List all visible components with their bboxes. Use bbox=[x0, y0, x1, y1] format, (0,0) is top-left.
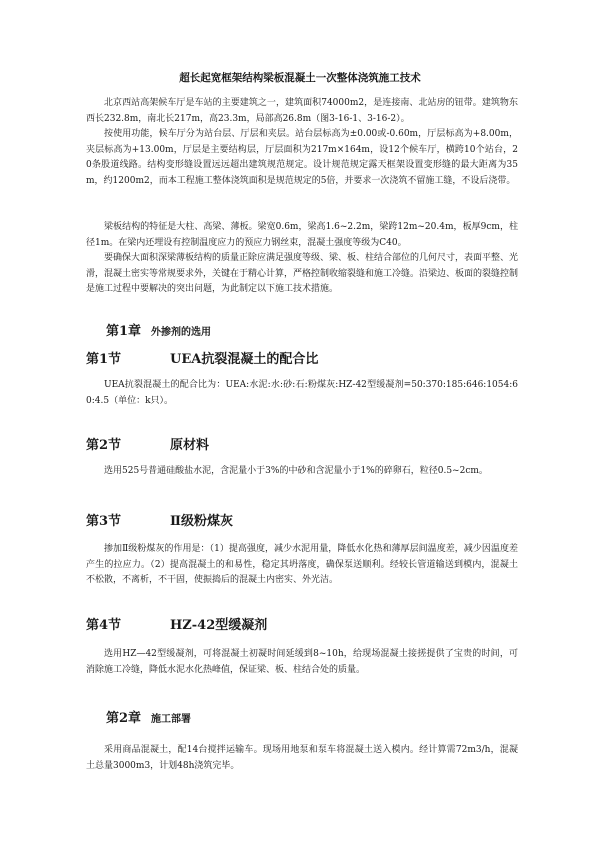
chapter-number: 第2章 bbox=[106, 711, 142, 726]
section-number: 第1节 bbox=[86, 352, 122, 367]
section-2-heading bbox=[86, 434, 210, 453]
section-number: 第4节 bbox=[86, 618, 122, 633]
section-number: 第3节 bbox=[86, 514, 122, 529]
chapter-2-heading bbox=[106, 707, 191, 726]
section-3-paragraph: 掺加Ⅱ级粉煤灰的作用是：（1）提高强度，减少水泥用量，降低水化热和薄厚层间温度差，减少因温度差产生的拉应力。（2）提高混凝土的和易性，稳定其坍落度，确保泵送顺利。经较长管道输送到模内，混凝土不松散，不离析，不干固，使振捣后的混凝土内密实、外光洁。 bbox=[86, 544, 518, 585]
intro-paragraph-2: 按使用功能，候车厅分为站台层、厅层和夹层。站台层标高为±0.00或-0.60m，厅层标高为+8.00m，夹层标高为+13.00m，厅层是主要结构层，厅层面积为217m×164m，设12个候车厅，横跨10个站台，20条股道线路。结构变形缝设置远远超出建筑规范规定。设计规范规定露天框架设置变形缝的最大距离为35m，约1200m2，而本工程施工整体浇筑面积是规范规定的5倍，并要求一次浇筑不留施工缝，不设后浇带。 bbox=[86, 129, 518, 186]
section-number: 第2节 bbox=[86, 438, 122, 453]
section-3-heading bbox=[86, 510, 233, 529]
intro-paragraph-1: 北京西站高架候车厅是车站的主要建筑之一，建筑面积74000m2，是连接南、北站房的钮带。建筑物东西长232.8m，南北长217m，高23.3m，局部高26.8m（图3-16-1、3-16-2）。 bbox=[86, 98, 518, 124]
section-1-heading bbox=[86, 348, 319, 367]
chapter-1-heading bbox=[106, 320, 211, 339]
chapter-number: 第1章 bbox=[106, 324, 142, 339]
section-title: UEA抗裂混凝土的配合比 bbox=[170, 352, 319, 367]
chapter-2-paragraph: 采用商品混凝土，配14台搅拌运输车。现场用地泵和泵车将混凝土送入模内。经计算需72m3/h，混凝土总量3000m3，计划48h浇筑完毕。 bbox=[86, 745, 518, 771]
document-title: 超长起宽框架结构梁板混凝土一次整体浇筑施工技术 bbox=[179, 72, 421, 84]
section-title: Ⅱ级粉煤灰 bbox=[170, 514, 233, 529]
section-2-paragraph: 选用525号普通硅酸盐水泥，含泥量小于3%的中砂和含泥量小于1%的碎卵石，粒径0.5~2cm。 bbox=[104, 466, 488, 476]
chapter-title: 施工部署 bbox=[151, 714, 192, 725]
intro-paragraph-3: 梁板结构的特征是大柱、高梁、薄板。梁宽0.6m，梁高1.6~2.2m，梁跨12m~20.4m，板厚9cm，柱径1m。在梁内还埋设有控制温度应力的预应力钢丝束，混凝土强度等级为C40。 bbox=[86, 222, 518, 248]
section-title: 原材料 bbox=[170, 438, 210, 453]
chapter-title: 外掺剂的选用 bbox=[151, 327, 212, 338]
intro-paragraph-4: 要确保大面积深梁薄板结构的质量正除应满足强度等级、梁、板、柱结合部位的几何尺寸，表面平整、光滑，混凝土密实等常规要求外，关键在于精心计算，严格控制收缩裂缝和施工冷缝。沿梁边、板面的裂缝控制是施工过程中要解决的突出问题，为此制定以下施工技术措施。 bbox=[86, 253, 519, 294]
section-4-paragraph: 选用HZ—42型缓凝剂，可将混凝土初凝时间延缓到8~10h，给现场混凝土接搓提供了宝贵的时间，可消除施工冷缝，降低水泥水化热峰值，保证梁、板、柱结合处的质量。 bbox=[86, 649, 518, 675]
section-title: HZ-42型缓凝剂 bbox=[170, 618, 268, 633]
section-1-paragraph: UEA抗裂混凝土的配合比为：UEA:水泥:水:砂:石:粉煤灰:HZ-42型缓凝剂=50:370:185:646:1054:60:4.5（单位：k只）。 bbox=[86, 380, 518, 406]
section-4-heading bbox=[86, 614, 268, 633]
